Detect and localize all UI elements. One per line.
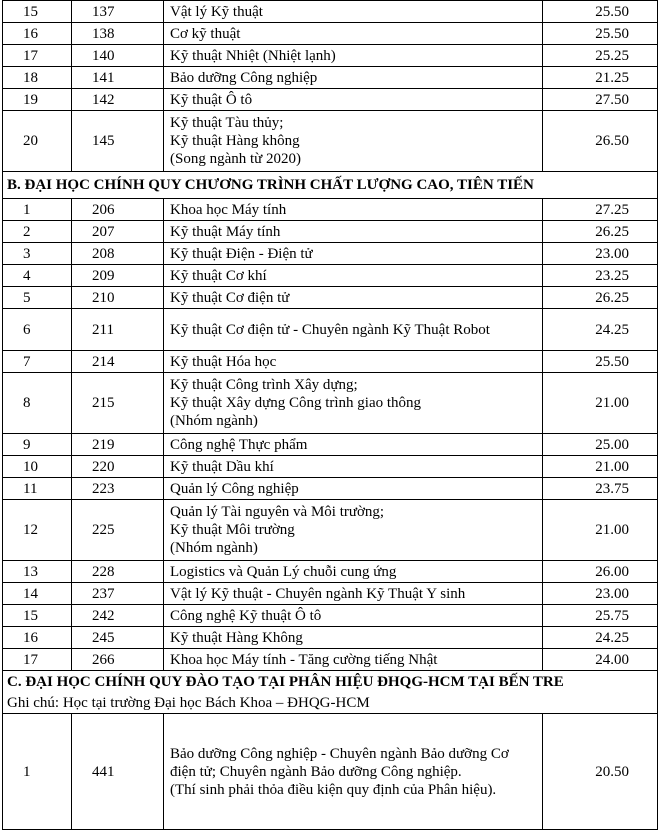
row-major-code: 228	[72, 561, 164, 583]
row-major-name	[164, 500, 543, 561]
major-name-line: Kỹ thuật Công trình Xây dựng;	[170, 377, 358, 393]
row-major-code: 209	[72, 265, 164, 287]
row-stt: 1	[3, 714, 72, 830]
row-score: 23.25	[543, 265, 658, 287]
major-name-line: Logistics và Quản Lý chuỗi cung ứng	[170, 563, 397, 580]
table-row	[3, 89, 658, 111]
row-major-code: 208	[72, 243, 164, 265]
section-c-note: Ghi chú: Học tại trường Đại học Bách Khoa – ĐHQG-HCM	[3, 693, 658, 714]
major-name-line: Cơ kỹ thuật	[170, 25, 241, 42]
row-stt: 16	[3, 627, 72, 649]
row-major-name	[164, 287, 543, 309]
major-name-line: Kỹ thuật Tàu thủy;	[170, 115, 284, 131]
major-name-line: Quản lý Công nghiệp	[170, 480, 299, 497]
major-name-line: (Thí sinh phải thỏa điều kiện quy định của Phân hiệu).	[170, 781, 497, 798]
major-name-line: Khoa học Máy tính	[170, 201, 287, 218]
row-stt: 16	[3, 23, 72, 45]
major-name-line: Kỹ thuật Cơ khí	[170, 267, 267, 284]
section-c-note-row	[3, 693, 658, 714]
major-name-line: (Nhóm ngành)	[170, 540, 258, 556]
row-major-code: 242	[72, 605, 164, 627]
table-row	[3, 605, 658, 627]
major-name-line: Kỹ thuật Hóa học	[170, 353, 277, 370]
major-name-line: Bảo dưỡng Công nghiệp	[170, 69, 318, 86]
section-c-header	[3, 671, 658, 694]
admission-score-table	[2, 0, 658, 830]
major-name-line: (Song ngành từ 2020)	[170, 151, 302, 167]
row-major-name	[164, 221, 543, 243]
row-major-code: 142	[72, 89, 164, 111]
section-b-header	[3, 172, 658, 199]
table-row	[3, 67, 658, 89]
row-stt: 6	[3, 309, 72, 351]
row-score: 26.25	[543, 221, 658, 243]
row-score: 26.00	[543, 561, 658, 583]
table-row	[3, 714, 658, 830]
table-row	[3, 500, 658, 561]
row-score: 23.00	[543, 583, 658, 605]
row-major-code: 225	[72, 500, 164, 561]
row-score: 25.50	[543, 1, 658, 23]
major-name-line: Kỹ thuật Cơ điện tử - Chuyên ngành Kỹ Thuật Robot	[170, 321, 490, 338]
row-major-code: 219	[72, 434, 164, 456]
row-stt: 15	[3, 1, 72, 23]
major-name-line: Kỹ thuật Điện - Điện tử	[170, 245, 313, 262]
row-major-name	[164, 583, 543, 605]
table-row	[3, 649, 658, 671]
section-c-title: C. ĐẠI HỌC CHÍNH QUY ĐÀO TẠO TẠI PHÂN HIỆU ĐHQG-HCM TẠI BẾN TRE	[3, 671, 658, 694]
row-major-code: 441	[72, 714, 164, 830]
row-stt: 11	[3, 478, 72, 500]
row-major-name	[164, 45, 543, 67]
major-name-line: (Nhóm ngành)	[170, 413, 258, 429]
row-stt: 7	[3, 351, 72, 373]
row-score: 25.50	[543, 23, 658, 45]
table-row	[3, 1, 658, 23]
row-major-name	[164, 199, 543, 221]
row-major-name	[164, 243, 543, 265]
row-score: 24.25	[543, 627, 658, 649]
major-name-line: Kỹ thuật Nhiệt (Nhiệt lạnh)	[170, 47, 336, 64]
row-score: 21.25	[543, 67, 658, 89]
row-score: 21.00	[543, 456, 658, 478]
row-stt: 1	[3, 199, 72, 221]
major-name-line: Kỹ thuật Xây dựng Công trình giao thông	[170, 395, 422, 411]
row-major-name	[164, 265, 543, 287]
row-score: 23.75	[543, 478, 658, 500]
table-row	[3, 561, 658, 583]
row-stt: 20	[3, 111, 72, 172]
row-stt: 18	[3, 67, 72, 89]
row-stt: 17	[3, 649, 72, 671]
row-major-code: 140	[72, 45, 164, 67]
table-row	[3, 456, 658, 478]
table-row	[3, 309, 658, 351]
row-stt: 15	[3, 605, 72, 627]
row-major-name	[164, 309, 543, 351]
major-name-line: Kỹ thuật Môi trường	[170, 522, 295, 538]
row-major-name	[164, 89, 543, 111]
table-row	[3, 243, 658, 265]
row-major-code: 220	[72, 456, 164, 478]
row-stt: 13	[3, 561, 72, 583]
major-name-line: Kỹ thuật Máy tính	[170, 223, 281, 240]
section-b-rows	[3, 199, 658, 671]
row-score: 24.00	[543, 649, 658, 671]
row-score: 20.50	[543, 714, 658, 830]
table-row	[3, 221, 658, 243]
section-a-rows	[3, 1, 658, 172]
row-major-code: 214	[72, 351, 164, 373]
row-score: 27.50	[543, 89, 658, 111]
section-b	[3, 172, 658, 199]
row-score: 25.25	[543, 45, 658, 67]
row-major-name	[164, 714, 543, 830]
row-major-name	[164, 478, 543, 500]
table-row	[3, 373, 658, 434]
table-row	[3, 199, 658, 221]
table-row	[3, 478, 658, 500]
row-major-code: 206	[72, 199, 164, 221]
row-major-name	[164, 434, 543, 456]
row-major-code: 266	[72, 649, 164, 671]
table-row	[3, 287, 658, 309]
row-major-name	[164, 67, 543, 89]
row-major-name	[164, 561, 543, 583]
section-c	[3, 671, 658, 714]
row-score: 25.00	[543, 434, 658, 456]
row-major-code: 207	[72, 221, 164, 243]
major-name-line: Công nghệ Kỹ thuật Ô tô	[170, 607, 322, 624]
row-major-name	[164, 23, 543, 45]
row-stt: 17	[3, 45, 72, 67]
table-row	[3, 351, 658, 373]
row-stt: 12	[3, 500, 72, 561]
table-row	[3, 111, 658, 172]
row-score: 23.00	[543, 243, 658, 265]
row-score: 25.75	[543, 605, 658, 627]
row-stt: 19	[3, 89, 72, 111]
row-major-code: 211	[72, 309, 164, 351]
row-major-name	[164, 649, 543, 671]
major-name-line: Kỹ thuật Dầu khí	[170, 458, 274, 475]
major-name-line: Kỹ thuật Hàng Không	[170, 629, 303, 646]
row-major-code: 141	[72, 67, 164, 89]
row-major-code: 237	[72, 583, 164, 605]
row-stt: 4	[3, 265, 72, 287]
row-stt: 9	[3, 434, 72, 456]
row-score: 21.00	[543, 373, 658, 434]
row-score: 27.25	[543, 199, 658, 221]
row-major-name	[164, 627, 543, 649]
row-stt: 8	[3, 373, 72, 434]
row-stt: 10	[3, 456, 72, 478]
major-name-line: Quản lý Tài nguyên và Môi trường;	[170, 504, 385, 520]
row-major-code: 145	[72, 111, 164, 172]
table-row	[3, 23, 658, 45]
row-stt: 14	[3, 583, 72, 605]
row-major-code: 223	[72, 478, 164, 500]
row-major-code: 137	[72, 1, 164, 23]
major-name-line: Khoa học Máy tính - Tăng cường tiếng Nhật	[170, 651, 438, 668]
section-c-rows	[3, 714, 658, 830]
row-major-name	[164, 351, 543, 373]
row-major-name	[164, 111, 543, 172]
table-row	[3, 434, 658, 456]
major-name-line: Kỹ thuật Hàng không	[170, 133, 300, 149]
major-name-line: Kỹ thuật Ô tô	[170, 91, 253, 108]
row-score: 21.00	[543, 500, 658, 561]
major-name-line: Vật lý Kỹ thuật	[170, 3, 263, 20]
row-score: 25.50	[543, 351, 658, 373]
table-row	[3, 583, 658, 605]
major-name-line: Công nghệ Thực phẩm	[170, 436, 308, 453]
section-b-title: B. ĐẠI HỌC CHÍNH QUY CHƯƠNG TRÌNH CHẤT LƯỢNG CAO, TIÊN TIẾN	[3, 172, 658, 199]
row-score: 26.50	[543, 111, 658, 172]
row-major-code: 245	[72, 627, 164, 649]
row-major-code: 210	[72, 287, 164, 309]
row-major-name	[164, 1, 543, 23]
major-name-line: Bảo dưỡng Công nghiệp - Chuyên ngành Bảo dưỡng Cơ	[170, 745, 509, 762]
table-row	[3, 45, 658, 67]
row-stt: 3	[3, 243, 72, 265]
major-name-line: Vật lý Kỹ thuật - Chuyên ngành Kỹ Thuật Y sinh	[170, 585, 466, 602]
table-row	[3, 627, 658, 649]
row-score: 24.25	[543, 309, 658, 351]
major-name-line: Kỹ thuật Cơ điện tử	[170, 289, 290, 306]
table-row	[3, 265, 658, 287]
row-major-code: 215	[72, 373, 164, 434]
row-major-code: 138	[72, 23, 164, 45]
row-stt: 2	[3, 221, 72, 243]
row-major-name	[164, 605, 543, 627]
major-name-line: điện tử; Chuyên ngành Bảo dưỡng Công nghiệp.	[170, 763, 462, 780]
row-major-name	[164, 456, 543, 478]
row-major-name	[164, 373, 543, 434]
row-score: 26.25	[543, 287, 658, 309]
row-stt: 5	[3, 287, 72, 309]
